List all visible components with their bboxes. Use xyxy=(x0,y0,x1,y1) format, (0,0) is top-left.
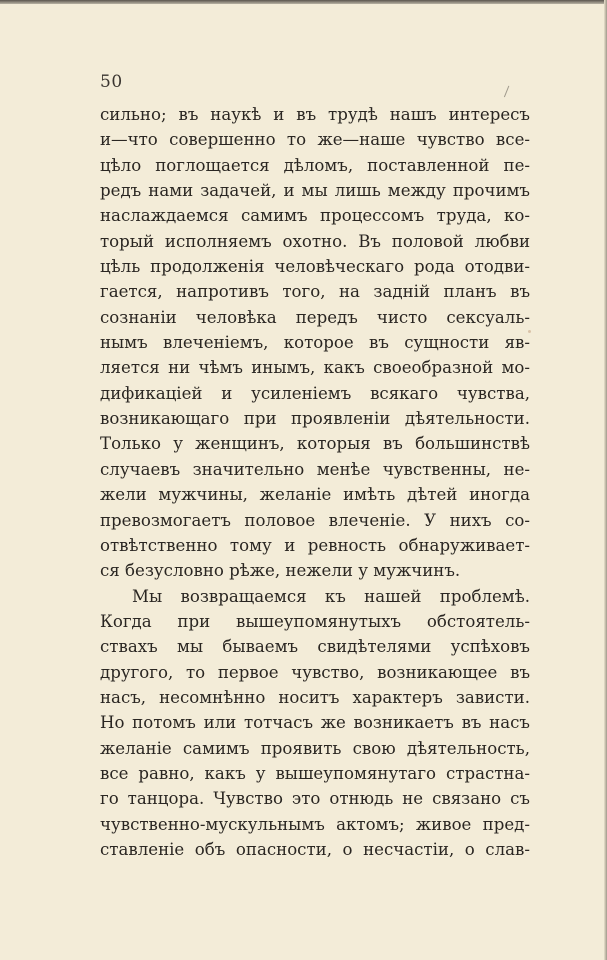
text-line: Но потомъ или тотчасъ же возникаетъ въ насъ xyxy=(100,713,530,733)
text-line: Когда при вышеупомянутыхъ обстоятель- xyxy=(100,611,530,631)
page-body-text xyxy=(100,102,530,862)
text-line: дификаціей и усиленіемъ всякаго чувства, xyxy=(100,383,530,403)
text-line: цѣло поглощается дѣломъ, поставленной пе- xyxy=(100,155,530,175)
page-number: 50 xyxy=(100,72,123,92)
text-line: все равно, какъ у вышеупомянутаго страстна- xyxy=(100,763,530,783)
text-line: ся безусловно рѣже, нежели у мужчинъ. xyxy=(100,561,461,581)
text-line: чувственно-мускульнымъ актомъ; живое пред- xyxy=(100,814,530,834)
text-line: редъ нами задачей, и мы лишь между прочимъ xyxy=(100,181,530,201)
text-line: возникающаго при проявленіи дѣятельности. xyxy=(100,409,530,429)
text-line: сознаніи человѣка передъ чисто сексуаль- xyxy=(100,307,530,327)
text-line: Мы возвращаемся къ нашей проблемѣ. xyxy=(132,586,530,606)
text-line: Только у женщинъ, которыя въ большинствѣ xyxy=(100,434,530,454)
text-line: нымъ влеченіемъ, которое въ сущности яв- xyxy=(100,333,530,353)
text-line: насъ, несомнѣнно носитъ характеръ зависти. xyxy=(100,687,530,707)
scan-top-edge xyxy=(0,0,607,4)
text-line: го танцора. Чувство это отнюдь не связано съ xyxy=(100,789,530,809)
text-line: случаевъ значительно менѣе чувственны, не- xyxy=(100,459,530,479)
text-line: ствахъ мы бываемъ свидѣтелями успѣховъ xyxy=(100,637,530,657)
text-line: превозмогаетъ половое влеченіе. У нихъ со- xyxy=(100,510,530,530)
text-line: и—что совершенно то же—наше чувство все- xyxy=(100,130,530,150)
text-line: цѣль продолженія человѣческаго рода отодви- xyxy=(100,257,530,277)
text-line: другого, то первое чувство, возникающее въ xyxy=(100,662,530,682)
text-line: ляется ни чѣмъ инымъ, какъ своеобразной мо- xyxy=(100,358,530,378)
text-line: жели мужчины, желаніе имѣть дѣтей иногда xyxy=(100,485,530,505)
text-line: сильно; въ наукѣ и въ трудѣ нашъ интересъ xyxy=(100,105,530,124)
text-line: ставленіе объ опасности, о несчастіи, о слав- xyxy=(100,839,530,859)
text-line: желаніе самимъ проявить свою дѣятельность, xyxy=(100,738,530,758)
text-line: торый исполняемъ охотно. Въ половой любви xyxy=(100,231,530,251)
text-line: наслаждаемся самимъ процессомъ труда, ко- xyxy=(100,206,530,226)
text-line: гается, напротивъ того, на задній планъ въ xyxy=(100,282,530,302)
pencil-mark xyxy=(504,86,512,99)
text-line: отвѣтственно тому и ревность обнаруживает- xyxy=(100,535,530,555)
